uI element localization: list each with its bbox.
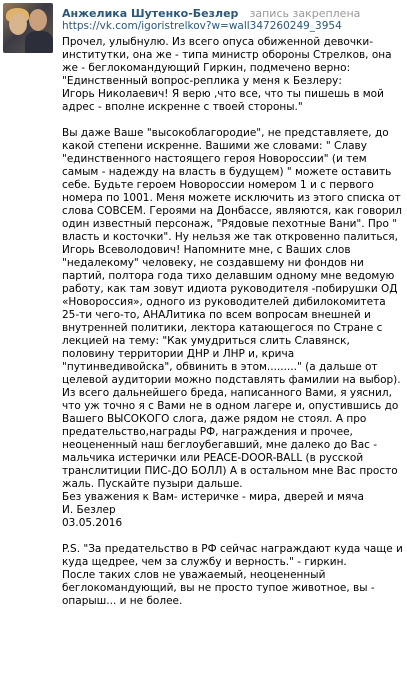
post-link[interactable]: https://vk.com/igoristrelkov?w=wall347260249_3954: [62, 20, 342, 32]
paragraph-gap: [62, 530, 404, 543]
post-paragraph-2: Вы даже Ваше "высокоблагородие", не представляете, до какой степени искренне. Вашими же словами: " Славу "единственного настоящего героя Новороссии" (и тем самым - надежду на власть в будущем) " можете оставить себе. Будьте героем Новороссии номером 1 и с первого номера по 1001. Меня можете исключить из этого списка от слова СОВСЕМ. Героями на Донбассе, являются, как говорил один известный персонаж, "Рядовые пехотные Вани". Про " власть и косточки". Ну нельзя же так откровенно палиться, Игорь Всеволодович! Напомните мне, с Ваших слов "недалекому" человеку, не создавшему ни фондов ни партий, полтора года тихо делавшим одному мне ведомую работу, как там зовут идиота руководителя -побирушки ОД «Новороссия», одного из руководителей дибилокомитета 25-ти чего-то, АНАЛитика по всем вопросам внешней и внутренней политики, лектора катающегося по Стране с лекцией на тему: "Как умудриться слить Славянск, половину территории ДНР и ЛНР и, крича "путинведивойска", обвинить в этом........." (а дальше от целевой аудитории можно подставлять фамилии на выбор). Из всего дальнейшего бреда, написанного Вами, я уяснил, что уж точно я с Вами не в одном лагере и, опустившись до Вашего ВЫСОКОГО слога, даже рядом не стоял. А про предательство,награды РФ, награждения и прочее, неоцененный наш беглоубегавший, мне далеко до Вас - мальчика истерички или PEACE-DOOR-BALL (в русской транслитиции ПИС-ДО БОЛЛ) А в остальном мне Вас просто жаль. Пускайте пузыри дальше. Без уважения к Вам- истеричке - мира, дверей и мяча И. Безлер 03.05.2016: [62, 127, 402, 529]
pinned-label: запись закреплена: [249, 7, 361, 20]
post-paragraph-3: P.S. "За предательство в РФ сейчас награждают куда чаще и куда щедрее, чем за службу и верность." - гиркин. После таких слов не уважаемый, неоцененный беглокомандующий, вы не просто тупое животное, вы - опарыш... и не более.: [62, 543, 403, 607]
paragraph-gap: [62, 114, 404, 127]
author-name-link[interactable]: Анжелика Шутенко-Безлер: [62, 7, 239, 20]
post-paragraph-1: Прочел, улыбнулю. Из всего опуса обиженной девочки-институтки, она же - типа министр обороны Стрелков, она же - беглокомандующий Гиркин, подмечено верно: "Единственный вопрос-реплика у меня к Безлеру: Игорь Николаевич! Я верю ,что все, что ты пишешь в мой адрес - вполне искренне с твоей стороны.": [62, 36, 392, 113]
post-text: [62, 36, 404, 608]
post-avatar[interactable]: [3, 3, 53, 53]
post-header: [62, 2, 403, 18]
